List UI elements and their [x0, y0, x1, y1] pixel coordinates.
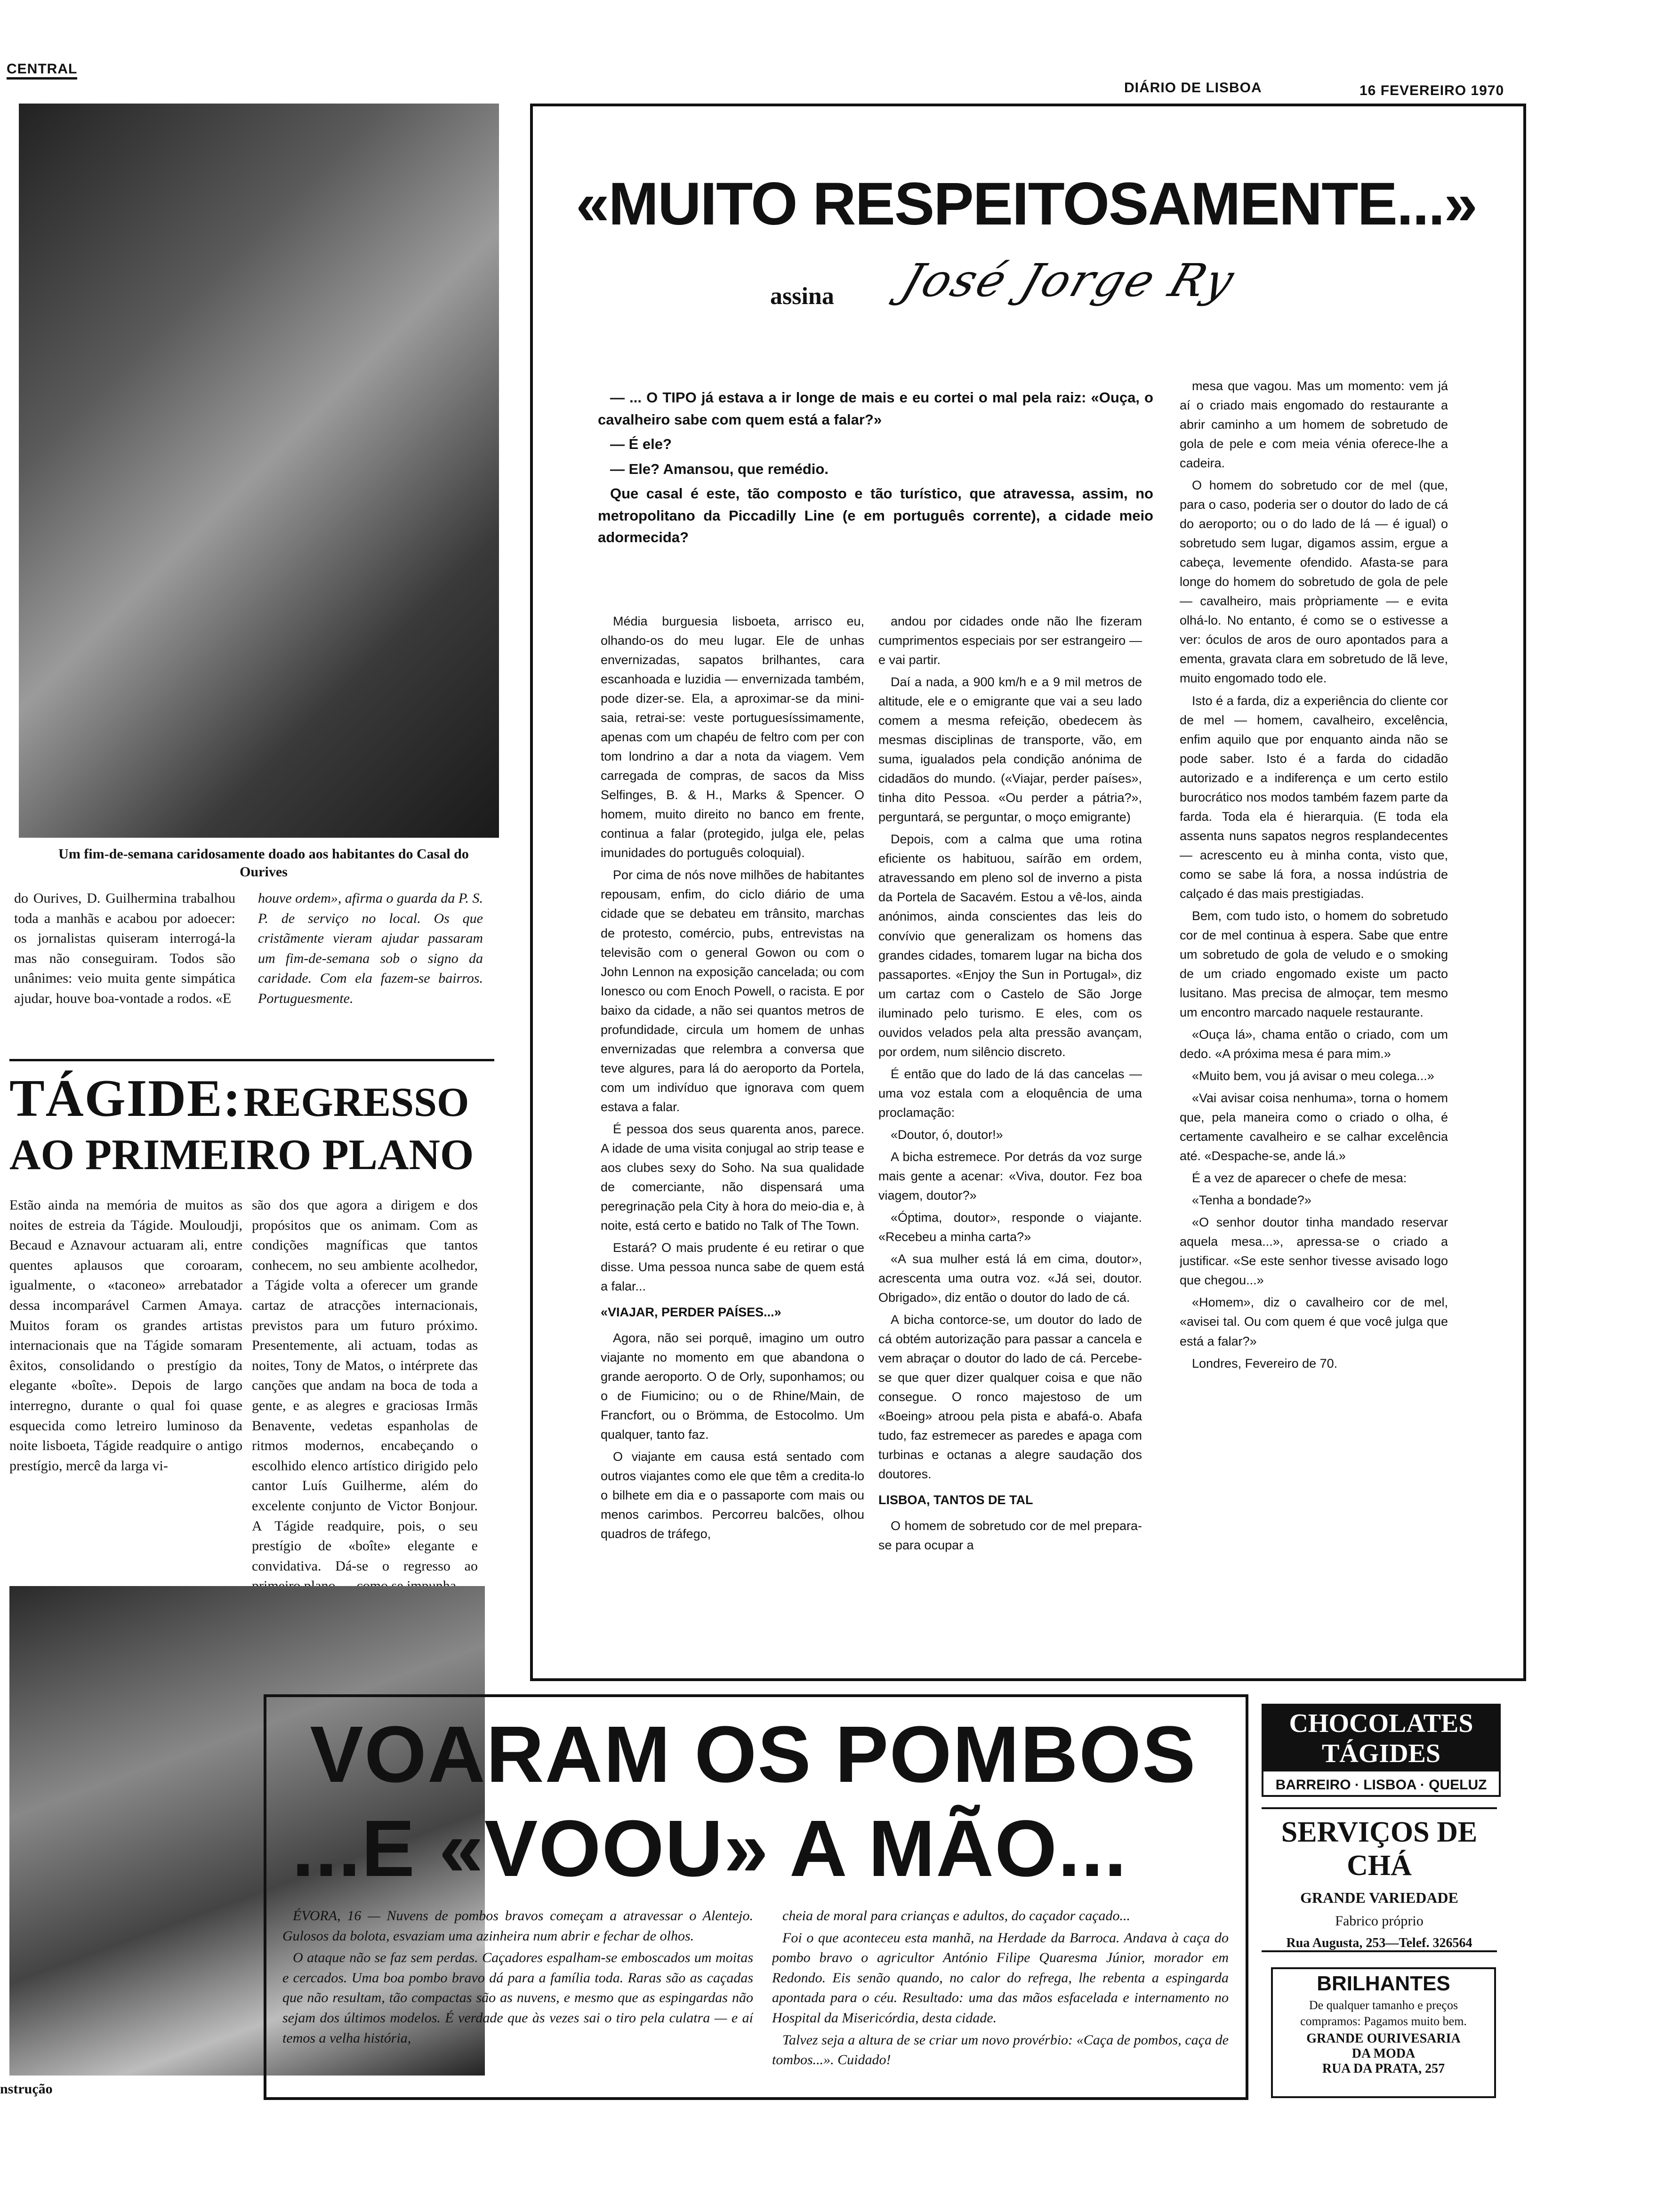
tagide-title-a: TÁGIDE: [9, 1069, 242, 1128]
section-label: CENTRAL [7, 61, 78, 77]
ourives-text-col2: houve ordem», afirma o guarda da P. S. P. de serviço no local. Os que cristãmente vieram ajudar passaram um fim-de-semana sob o signo da caridade. Com ela fazem-se bairros. Portuguesmente. [258, 890, 483, 1006]
pombos-col2 [772, 1906, 1229, 2090]
col-a-p1: Média burguesia lisboeta, arrisco eu, olhando-os do meu lugar. Ele de unhas envernizadas, sapatos brilhantes, cara escanhoada e luzidia — envernizada também, pode dizer-se. Ela, a aproximar-se da mini-saia, retrai-se: veste portuguesíssimamente, apenas com um chapéu de feltro com per con tom londrino a dar a nota da viagem. Vem carregada de compras, de sacos da Miss Selfinges, B. & H., Marks & Spencer. O homem, muito direito no banco em frente, continua a falar (protegido, julga ele, pelas imunidades do português coloquial). [601, 614, 864, 860]
pombos-col2-p1: cheia de moral para crianças e adultos, do caçador caçado... [782, 1908, 1131, 1923]
construction-caption: nstrução [0, 2081, 53, 2097]
col-c-p2: O homem do sobretudo cor de mel (que, para o caso, poderia ser o doutor do lado de cá do aeroporto; ou o do lado de lá — é igual) o sobretudo sem lugar, digamos assim, ergue a cabeça, levemente ofendido. Afasta-se para longe do homem do sobretudo de gola de pele — cavalheiro, mais pròpriamente — e evita olhá-lo. No entanto, é como se o estivesse a ver: óculos de aros de ouro apontados para a ementa, gravata clara em sobretudo de lã leve, muito engomado todo ele. [1180, 478, 1448, 686]
ad-chocolates-title: CHOCOLATES TÁGIDES [1263, 1706, 1499, 1771]
col-b-subhead: LISBOA, TANTOS DE TAL [878, 1493, 1033, 1507]
tagide-title-c: AO PRIMEIRO PLANO [9, 1130, 474, 1178]
tagide-title [9, 1068, 499, 1129]
col-b-p9: A bicha contorce-se, um doutor do lado de cá obtém autorização para passar a cancela e vem abraçar o doutor do lado de cá. Percebe-se que quer dizer qualquer coisa e que não consegue. O ronco majestoso de um «Boeing» atroou pela pista e abafá-o. Abafa tudo, faz estremecer as paredes e apaga com turbinas e octanas a alegre saudação dos doutores. [878, 1313, 1142, 1482]
col-c-p1: mesa que vagou. Mas um momento: vem já aí o criado mais engomado do restaurante a abrir caminho a um homem de sobretudo de gola de pele e com meia vénia oferece-lhe a cadeira. [1180, 379, 1448, 471]
col-a-p2: Por cima de nós nove milhões de habitantes repousam, enfim, do ciclo diário de uma cidade que se debateu em trânsito, marchas de protesto, comércio, pubs, entrevistas na televisão com o general Gowon ou com o John Lennon na exposição cancelada; ou com Ionesco ou com Enoch Powell, o racista. E por baixo da cidade, a não sei quantos metros de profundidade, circula um homem de unhas envernizadas que relembra a conversa que teve algures, para lá do aeroporto da Portela, com um indivíduo que ignorava com quem estava a falar. [601, 868, 864, 1114]
ad-brilhantes-body: De qualquer tamanho e preços compramos: Pagamos muito bem. [1300, 1998, 1467, 2028]
col-c-p4: Bem, com tudo isto, o homem do sobretudo cor de mel continua à espera. Sabe que entre um sobretudo de gola de veludo e o smoking de um criado engomado existe um pacto lusitano. Mas precisa de almoçar, tem mesmo um encontro marcado naquele restaurante. [1180, 908, 1448, 1019]
issue-date: 16 FEVEREIRO 1970 [1359, 83, 1504, 98]
col-b-p4: É então que do lado de lá das cancelas — uma voz estala com a eloquência de uma proclamação: [878, 1066, 1142, 1120]
article-byline: assina [770, 283, 834, 310]
lead-p1: — ... O TIPO já estava a ir longe de mais e eu cortei o mal pela raiz: «Ouça, o cavalheiro sabe com quem está a falar?» [598, 389, 1153, 428]
casal-ourives-photo [19, 104, 499, 838]
tagide-col2: são dos que agora a dirigem e dos propósitos que os animam. Com as condições magníficas que tantos conhecem, no seu ambiente acolhedor, a Tágide volta a oferecer um grande cartaz de atracções internacionais, previstos para um futuro próximo. Presentemente, ali actuam, todas as noites, Tony de Matos, o intérprete das canções que andam na boca de toda a gente, e as alegres e graciosas Irmãs Benavente, vedetas espanholas de ritmos modernos, encabeçando o escolhido elenco artístico dirigido pelo cantor Luís Guilherme, além do excelente conjunto de Victor Bonjour. A Tágide readquire, pois, o seu prestígio de «boîte» elegante e convidativa. Dá-se o regresso ao [252, 1197, 478, 1574]
col-c-p3: Isto é a farda, diz a experiência do cliente cor de mel — homem, cavalheiro, excelência, enfim aquilo que por enquanto ainda não se pode saber. Isto é a farda do cidadão autorizado e a indiferença e um certo estilo burocrático nos modos também fazem parte da farda. Toda ela é hierarquia. (E toda ela assenta nuns sapatos negros resplandecentes — acrescento eu à minha conta, visto que, como se sabe lá fora, a nossa indústria de calçado é das mais prestigiadas. [1180, 693, 1448, 901]
tagide-col1: Estão ainda na memória de muitos as noites de estreia da Tágide. Mouloudji, Becaud e Aznavour actuaram ali, entre quentes aplausos que coroaram, igualmente, o «taconeo» arrebatador dessa incomparável Carmen Amaya. Muitos foram os grandes artistas internacionais que na Tágide somaram êxitos, consolidando o prestígio da elegante «boîte». Depois de largo interregno, durante o qual foi quase esquecida como letreiro luminoso da noite lisboeta, Tágide readquire o antigo prestígio, mercê da larga vi- [9, 1197, 242, 1474]
col-a-p4: Estará? O mais prudente é eu retirar o que disse. Uma pessoa nunca sabe de quem está a falar... [601, 1241, 864, 1294]
article-signoff: Londres, Fevereiro de 70. [1192, 1356, 1338, 1370]
ad-servicos-line: Fabrico próprio [1335, 1913, 1424, 1929]
col-c-p5: «Ouça lá», chama então o criado, com um dedo. «A próxima mesa é para mim.» [1180, 1027, 1448, 1061]
header-rule [7, 77, 77, 80]
ad-servicos-title: SERVIÇOS DE CHÁ [1281, 1816, 1478, 1882]
col-c-p6: «Muito bem, vou já avisar o meu colega...» [1192, 1069, 1434, 1083]
pombos-col1 [282, 1906, 753, 2090]
col-b-p5: «Doutor, ó, doutor!» [891, 1127, 1003, 1142]
article-col-c [1180, 377, 1448, 1647]
col-b-p8: «A sua mulher está lá em cima, doutor», acrescenta uma outra voz. «Já sei, doutor. Obrigado», diz então o doutor do lado de cá. [878, 1252, 1142, 1305]
col-b-p2: Daí a nada, a 900 km/h e a 9 mil metros de altitude, ele e o emigrante que vai a seu lado comem a mesma refeição, obedecem às mesmas disciplinas de transporte, vão, em suma, igualados pela condição anónima de cidadãos do mundo. («Viajar, perder países», tinha dito Pessoa. «Ou perder a pátria?», perguntará, se perguntar, o moço emigrante) [878, 675, 1142, 825]
col-b-p6: A bicha estremece. Por detrás da voz surge mais gente a acenar: «Viva, doutor. Fez boa viagem, doutor?» [878, 1149, 1142, 1202]
article-lead [598, 387, 1153, 552]
lead-p2: — É ele? [610, 436, 672, 452]
ad-servicos [1262, 1807, 1497, 1952]
pombos-col1-p1: ÉVORA, 16 — Nuvens de pombos bravos começam a atravessar o Alentejo. Gulosos da bolota, esvaziam uma azinheira num abrir e fechar de olhos. [282, 1908, 753, 1944]
col-c-p11: «Homem», diz o cavalheiro cor de mel, «avisei tal. Ou com quem é que você julga que está a falar?» [1180, 1295, 1448, 1348]
col-a-p3: É pessoa dos seus quarenta anos, parece. A idade de uma visita conjugal ao strip tease e aos clubes sexy do Soho. Na sua qualidade de comerciante, não dispensará uma peregrinação pela City à hora do meio-dia e, à noite, está certo e batido no Talk of The Town. [601, 1122, 864, 1233]
pombos-title-1: VOARAM OS POMBOS [310, 1710, 1197, 1799]
ad-brilhantes [1271, 1967, 1496, 2098]
pombos-col2-p3: Talvez seja a altura de se criar um novo provérbio: «Caça de pombos, caça de tombos...». Cuidado! [772, 2032, 1229, 2068]
ad-servicos-sub: GRANDE VARIEDADE [1300, 1889, 1458, 1906]
ourives-text-col1: do Ourives, D. Guilhermina trabalhou toda a manhãs e acabou por adoecer: os jornalistas quiseram interrogá-la mas não conseguiram. Todos são unânimes: veio muita gente simpática ajudar, houve boa-vontade a rodos. «E [14, 890, 235, 1006]
author-signature: José Jorge Ry [895, 254, 1242, 307]
lead-p4: Que casal é este, tão composto e tão turístico, que atravessa, assim, no metropolitano da Piccadilly Line (e em português corrente), a cidade meio adormecida? [598, 485, 1153, 545]
ad-chocolates-sub: BARREIRO · LISBOA · QUELUZ [1275, 1777, 1487, 1793]
pombos-col2-p2: Foi o que aconteceu esta manhã, na Herdade da Barroca. Andava à caça do pombo bravo o agricultor António Filipe Quaresma Júnior, morador em Redondo. Eis senão quando, no calor do refrega, lhe rebenta a espingarda apontada para o céu. Resultado: uma das mãos esfacelada e internamento no Hospital da Misericórdia, desta cidade. [772, 1930, 1229, 2026]
ad-servicos-addr: Rua Augusta, 253—Telef. 326564 [1286, 1936, 1472, 1950]
col-c-p9: «Tenha a bondade?» [1192, 1193, 1311, 1208]
col-b-p3: Depois, com a calma que uma rotina eficiente os habituou, saírão em ordem, atravessando em pleno sol de inverno a pista da Portela de Sacavém. Estou a vê-los, ainda anónimos, ainda conscientes das leis do convívio que generalizam os homens das grandes cidades, tomarem lugar na bicha dos passaportes. «Enjoy the Sun in Portugal», diz um cartaz com o Castelo de São Jorge iluminado pelo turismo. E eles, com os ouvidos velados pela alta pressão avançam, por ordem, num silêncio discreto. [878, 832, 1142, 1059]
col-b-p7: «Óptima, doutor», responde o viajante. «Recebeu a minha carta?» [878, 1210, 1142, 1244]
article-col-a [601, 612, 864, 1647]
ad-brilhantes-name2: DA MODA [1351, 2046, 1416, 2061]
col-c-p7: «Vai avisar coisa nenhuma», torna o homem que, pela maneira como o criado o olha, é certamente cavalheiro e se calhar excelência até. «Despache-se, ande lá.» [1180, 1091, 1448, 1163]
article-title: «MUITO RESPEITOSAMENTE...» [576, 170, 1477, 238]
tagide-title-b: REGRESSO [243, 1080, 469, 1125]
pombos-title-2: ...E «VOOU» A MÃO... [292, 1804, 1127, 1893]
ad-brilhantes-addr: RUA DA PRATA, 257 [1322, 2061, 1445, 2076]
col-c-p8: É a vez de aparecer o chefe de mesa: [1192, 1171, 1407, 1186]
pombos-col1-p2: O ataque não se faz sem perdas. Caçadores espalham-se emboscados um moitas e cercados. Uma boa pombo bravo dá para a família toda. Raras são as caçadas que não resultam, tão compactas são as nuvens, e mesmo que as espingardas não sejam dos últimos modelos. É verdade que às vezes sai o tiro pela culatra — e aí temos a velha história, [282, 1950, 753, 2046]
photo-caption: Um fim-de-semana caridosamente doado aos habitantes do Casal do Ourives [58, 846, 469, 880]
col-a-subhead: «VIAJAR, PERDER PAÍSES...» [601, 1305, 781, 1320]
article-col-b [878, 612, 1142, 1647]
newspaper-name: DIÁRIO DE LISBOA [1124, 80, 1262, 96]
col-c-p10: «O senhor doutor tinha mandado reservar aquela mesa...», apressa-se o criado a justificar. «Se este senhor tivesse avisado logo que chegou...» [1180, 1215, 1448, 1288]
tagide-rule-top [9, 1059, 494, 1061]
col-a-p6: O viajante em causa está sentado com outros viajantes como ele que têm a credita-lo o bilhete em dia e o passaporte com mais ou menos carimbos. Percorreu balcões, olhou quadros de tráfego, [601, 1450, 864, 1541]
ad-chocolates [1262, 1704, 1501, 1797]
lead-p3: — Ele? Amansou, que remédio. [610, 460, 828, 477]
ad-brilhantes-name1: GRANDE OURIVESARIA [1306, 2031, 1461, 2046]
col-a-p5: Agora, não sei porquê, imagino um outro viajante no momento em que abandona o grande aeroporto. O de Orly, suponhamos; ou o de Fiumicino; ou o de Rhine/Main, de Francfort, ou o Brömma, de Estocolmo. Um qualquer, tanto faz. [601, 1331, 864, 1442]
col-b-p10: O homem de sobretudo cor de mel prepara-se para ocupar a [878, 1519, 1142, 1553]
ad-brilhantes-title: BRILHANTES [1317, 1972, 1450, 1995]
col-b-p1: andou por cidades onde não lhe fizeram cumprimentos especiais por ser estrangeiro — e vai partir. [878, 614, 1142, 667]
